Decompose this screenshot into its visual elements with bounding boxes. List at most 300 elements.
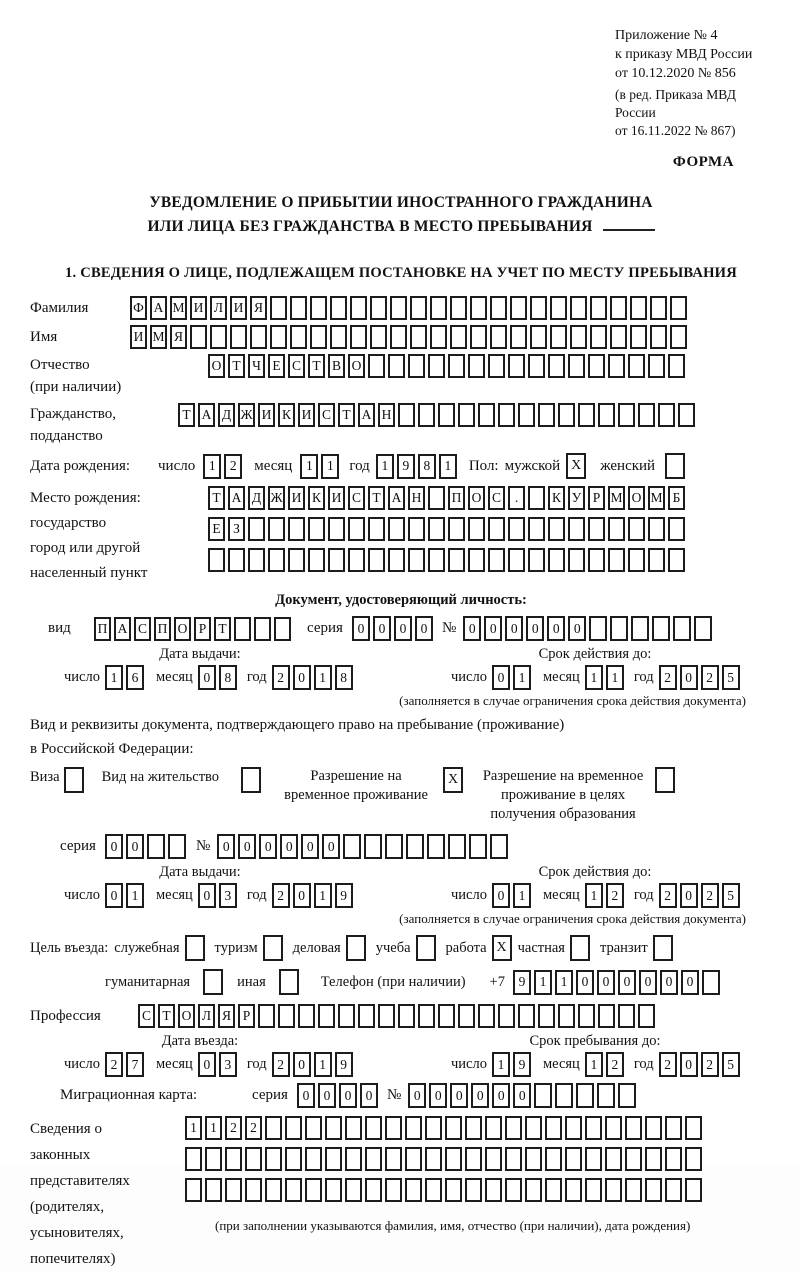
form-cell[interactable]: И — [258, 403, 275, 427]
form-cell[interactable]: М — [608, 486, 625, 510]
form-cell[interactable] — [378, 1004, 395, 1028]
form-cell[interactable] — [285, 1147, 302, 1171]
form-cell[interactable] — [488, 517, 505, 541]
form-cell[interactable]: 0 — [105, 883, 123, 908]
form-cell[interactable]: 0 — [238, 834, 256, 859]
form-cell[interactable]: Ф — [130, 296, 147, 320]
form-cell[interactable]: Н — [408, 486, 425, 510]
form-cell[interactable] — [234, 617, 251, 641]
form-cell[interactable] — [478, 403, 495, 427]
form-cell[interactable] — [578, 403, 595, 427]
form-cell[interactable] — [470, 296, 487, 320]
purpose-private-checkbox[interactable] — [570, 935, 590, 961]
form-cell[interactable]: 0 — [492, 1083, 510, 1108]
form-cell[interactable] — [168, 834, 186, 859]
form-cell[interactable] — [558, 403, 575, 427]
form-cell[interactable]: Е — [208, 517, 225, 541]
form-cell[interactable]: О — [468, 486, 485, 510]
form-cell[interactable] — [405, 1116, 422, 1140]
form-cell[interactable] — [388, 354, 405, 378]
form-cell[interactable] — [685, 1178, 702, 1202]
form-cell[interactable] — [345, 1116, 362, 1140]
form-cell[interactable] — [208, 548, 225, 572]
form-cell[interactable]: 8 — [219, 665, 237, 690]
form-cell[interactable]: 1 — [492, 1052, 510, 1077]
form-cell[interactable] — [648, 548, 665, 572]
form-cell[interactable]: 1 — [185, 1116, 202, 1140]
form-cell[interactable] — [385, 1116, 402, 1140]
form-cell[interactable]: И — [328, 486, 345, 510]
form-cell[interactable] — [528, 354, 545, 378]
form-cell[interactable] — [265, 1147, 282, 1171]
form-cell[interactable] — [565, 1116, 582, 1140]
form-cell[interactable]: Р — [238, 1004, 255, 1028]
form-cell[interactable] — [330, 296, 347, 320]
form-cell[interactable]: 0 — [639, 970, 657, 995]
form-cell[interactable] — [398, 403, 415, 427]
form-cell[interactable] — [428, 354, 445, 378]
form-cell[interactable] — [390, 296, 407, 320]
form-cell[interactable] — [385, 1147, 402, 1171]
form-cell[interactable] — [328, 548, 345, 572]
form-cell[interactable] — [605, 1116, 622, 1140]
temp-residence-edu-checkbox[interactable] — [655, 767, 675, 793]
form-cell[interactable]: 7 — [126, 1052, 144, 1077]
form-cell[interactable] — [597, 1083, 615, 1108]
form-cell[interactable] — [343, 834, 361, 859]
purpose-transit-checkbox[interactable] — [653, 935, 673, 961]
form-cell[interactable] — [578, 1004, 595, 1028]
form-cell[interactable] — [405, 1147, 422, 1171]
form-cell[interactable] — [528, 548, 545, 572]
form-cell[interactable] — [508, 548, 525, 572]
form-cell[interactable] — [508, 517, 525, 541]
form-cell[interactable]: Д — [218, 403, 235, 427]
form-cell[interactable] — [365, 1178, 382, 1202]
form-cell[interactable]: М — [170, 296, 187, 320]
form-cell[interactable] — [147, 834, 165, 859]
form-cell[interactable]: 0 — [429, 1083, 447, 1108]
form-cell[interactable] — [288, 517, 305, 541]
form-cell[interactable] — [364, 834, 382, 859]
form-cell[interactable] — [576, 1083, 594, 1108]
form-cell[interactable] — [274, 617, 291, 641]
form-cell[interactable] — [385, 1178, 402, 1202]
form-cell[interactable]: С — [288, 354, 305, 378]
form-cell[interactable] — [468, 548, 485, 572]
form-cell[interactable] — [190, 325, 207, 349]
form-cell[interactable] — [605, 1178, 622, 1202]
form-cell[interactable] — [410, 296, 427, 320]
form-cell[interactable] — [565, 1147, 582, 1171]
form-cell[interactable] — [285, 1116, 302, 1140]
form-cell[interactable] — [270, 325, 287, 349]
form-cell[interactable]: 0 — [492, 883, 510, 908]
form-cell[interactable]: 0 — [660, 970, 678, 995]
purpose-other-checkbox[interactable] — [279, 969, 299, 995]
form-cell[interactable] — [225, 1147, 242, 1171]
form-cell[interactable] — [488, 354, 505, 378]
form-cell[interactable] — [348, 548, 365, 572]
form-cell[interactable] — [468, 517, 485, 541]
form-cell[interactable]: 9 — [397, 454, 415, 479]
form-cell[interactable] — [445, 1147, 462, 1171]
form-cell[interactable] — [428, 486, 445, 510]
form-cell[interactable] — [270, 296, 287, 320]
form-cell[interactable]: 0 — [105, 834, 123, 859]
form-cell[interactable]: С — [134, 617, 151, 641]
sex-female-checkbox[interactable] — [665, 453, 685, 479]
form-cell[interactable] — [490, 296, 507, 320]
form-cell[interactable] — [450, 325, 467, 349]
form-cell[interactable] — [430, 325, 447, 349]
form-cell[interactable]: 0 — [513, 1083, 531, 1108]
form-cell[interactable] — [608, 517, 625, 541]
form-cell[interactable] — [448, 517, 465, 541]
form-cell[interactable] — [458, 403, 475, 427]
form-cell[interactable]: 2 — [701, 1052, 719, 1077]
form-cell[interactable] — [638, 1004, 655, 1028]
form-cell[interactable]: 0 — [322, 834, 340, 859]
form-cell[interactable] — [398, 1004, 415, 1028]
form-cell[interactable] — [548, 354, 565, 378]
form-cell[interactable] — [670, 296, 687, 320]
form-cell[interactable] — [185, 1178, 202, 1202]
form-cell[interactable] — [545, 1116, 562, 1140]
form-cell[interactable]: 0 — [505, 616, 523, 641]
form-cell[interactable] — [625, 1178, 642, 1202]
form-cell[interactable]: 2 — [606, 883, 624, 908]
form-cell[interactable] — [670, 325, 687, 349]
form-cell[interactable] — [325, 1147, 342, 1171]
form-cell[interactable] — [530, 325, 547, 349]
form-cell[interactable] — [368, 517, 385, 541]
form-cell[interactable]: Я — [218, 1004, 235, 1028]
residence-permit-checkbox[interactable] — [241, 767, 261, 793]
form-cell[interactable] — [405, 1178, 422, 1202]
form-cell[interactable]: 0 — [568, 616, 586, 641]
form-cell[interactable] — [408, 548, 425, 572]
form-cell[interactable] — [548, 517, 565, 541]
form-cell[interactable] — [325, 1116, 342, 1140]
form-cell[interactable] — [610, 325, 627, 349]
form-cell[interactable] — [308, 517, 325, 541]
form-cell[interactable] — [310, 296, 327, 320]
form-cell[interactable] — [528, 517, 545, 541]
form-cell[interactable] — [228, 548, 245, 572]
form-cell[interactable]: И — [288, 486, 305, 510]
form-cell[interactable]: 0 — [318, 1083, 336, 1108]
form-cell[interactable] — [490, 325, 507, 349]
form-cell[interactable] — [668, 548, 685, 572]
form-cell[interactable] — [585, 1178, 602, 1202]
form-cell[interactable] — [428, 517, 445, 541]
form-cell[interactable]: 0 — [297, 1083, 315, 1108]
form-cell[interactable] — [325, 1178, 342, 1202]
form-cell[interactable]: 1 — [314, 665, 332, 690]
form-cell[interactable]: Т — [158, 1004, 175, 1028]
form-cell[interactable]: 1 — [126, 883, 144, 908]
form-cell[interactable]: О — [348, 354, 365, 378]
form-cell[interactable] — [628, 548, 645, 572]
form-cell[interactable] — [470, 325, 487, 349]
sex-male-checkbox[interactable]: X — [566, 453, 586, 479]
form-cell[interactable] — [445, 1178, 462, 1202]
form-cell[interactable]: 0 — [618, 970, 636, 995]
form-cell[interactable] — [590, 296, 607, 320]
form-cell[interactable] — [534, 1083, 552, 1108]
form-cell[interactable] — [468, 354, 485, 378]
form-cell[interactable] — [525, 1116, 542, 1140]
form-cell[interactable]: 0 — [681, 970, 699, 995]
form-cell[interactable]: 0 — [198, 883, 216, 908]
form-cell[interactable] — [565, 1178, 582, 1202]
purpose-tourism-checkbox[interactable] — [263, 935, 283, 961]
form-cell[interactable] — [245, 1147, 262, 1171]
purpose-study-checkbox[interactable] — [416, 935, 436, 961]
form-cell[interactable]: 1 — [585, 665, 603, 690]
form-cell[interactable]: Л — [210, 296, 227, 320]
form-cell[interactable] — [418, 403, 435, 427]
form-cell[interactable] — [505, 1178, 522, 1202]
form-cell[interactable]: 2 — [701, 883, 719, 908]
form-cell[interactable] — [268, 548, 285, 572]
form-cell[interactable]: А — [150, 296, 167, 320]
form-cell[interactable] — [250, 325, 267, 349]
form-cell[interactable]: 2 — [272, 1052, 290, 1077]
form-cell[interactable] — [425, 1116, 442, 1140]
form-cell[interactable] — [625, 1147, 642, 1171]
form-cell[interactable]: С — [138, 1004, 155, 1028]
form-cell[interactable] — [298, 1004, 315, 1028]
form-cell[interactable]: С — [348, 486, 365, 510]
form-cell[interactable] — [628, 354, 645, 378]
form-cell[interactable] — [425, 1147, 442, 1171]
form-cell[interactable]: 1 — [555, 970, 573, 995]
form-cell[interactable]: 0 — [547, 616, 565, 641]
form-cell[interactable] — [410, 325, 427, 349]
form-cell[interactable]: О — [628, 486, 645, 510]
form-cell[interactable]: Ж — [268, 486, 285, 510]
form-cell[interactable] — [650, 325, 667, 349]
form-cell[interactable] — [638, 403, 655, 427]
form-cell[interactable]: 2 — [659, 1052, 677, 1077]
form-cell[interactable] — [350, 296, 367, 320]
form-cell[interactable] — [254, 617, 271, 641]
form-cell[interactable] — [498, 1004, 515, 1028]
form-cell[interactable] — [418, 1004, 435, 1028]
form-cell[interactable]: 9 — [335, 883, 353, 908]
form-cell[interactable] — [465, 1116, 482, 1140]
form-cell[interactable] — [628, 517, 645, 541]
form-cell[interactable] — [305, 1178, 322, 1202]
form-cell[interactable]: 1 — [314, 883, 332, 908]
form-cell[interactable] — [545, 1178, 562, 1202]
form-cell[interactable]: 2 — [272, 665, 290, 690]
form-cell[interactable]: 2 — [659, 883, 677, 908]
form-cell[interactable] — [558, 1004, 575, 1028]
form-cell[interactable] — [530, 296, 547, 320]
form-cell[interactable]: Т — [308, 354, 325, 378]
form-cell[interactable] — [438, 403, 455, 427]
form-cell[interactable] — [350, 325, 367, 349]
visa-checkbox[interactable] — [64, 767, 84, 793]
form-cell[interactable] — [370, 325, 387, 349]
form-cell[interactable] — [618, 1004, 635, 1028]
form-cell[interactable] — [185, 1147, 202, 1171]
form-cell[interactable] — [210, 325, 227, 349]
form-cell[interactable] — [631, 616, 649, 641]
form-cell[interactable] — [370, 296, 387, 320]
form-cell[interactable]: 0 — [526, 616, 544, 641]
form-cell[interactable]: 9 — [335, 1052, 353, 1077]
form-cell[interactable]: 2 — [272, 883, 290, 908]
form-cell[interactable]: 0 — [293, 1052, 311, 1077]
form-cell[interactable] — [598, 1004, 615, 1028]
form-cell[interactable] — [285, 1178, 302, 1202]
form-cell[interactable] — [205, 1147, 222, 1171]
form-cell[interactable]: Т — [368, 486, 385, 510]
form-cell[interactable] — [645, 1147, 662, 1171]
form-cell[interactable]: Я — [170, 325, 187, 349]
form-cell[interactable] — [665, 1147, 682, 1171]
form-cell[interactable]: Л — [198, 1004, 215, 1028]
form-cell[interactable] — [685, 1147, 702, 1171]
form-cell[interactable] — [605, 1147, 622, 1171]
form-cell[interactable] — [702, 970, 720, 995]
form-cell[interactable] — [230, 325, 247, 349]
form-cell[interactable] — [673, 616, 691, 641]
purpose-official-checkbox[interactable] — [185, 935, 205, 961]
form-cell[interactable]: П — [448, 486, 465, 510]
form-cell[interactable]: Д — [248, 486, 265, 510]
form-cell[interactable] — [652, 616, 670, 641]
form-cell[interactable] — [568, 517, 585, 541]
form-cell[interactable] — [505, 1147, 522, 1171]
form-cell[interactable]: Н — [378, 403, 395, 427]
form-cell[interactable] — [665, 1178, 682, 1202]
form-cell[interactable] — [465, 1147, 482, 1171]
form-cell[interactable]: 2 — [225, 1116, 242, 1140]
form-cell[interactable] — [310, 325, 327, 349]
form-cell[interactable] — [278, 1004, 295, 1028]
form-cell[interactable] — [645, 1116, 662, 1140]
form-cell[interactable]: Т — [208, 486, 225, 510]
form-cell[interactable] — [425, 1178, 442, 1202]
form-cell[interactable]: 0 — [597, 970, 615, 995]
form-cell[interactable] — [658, 403, 675, 427]
form-cell[interactable] — [465, 1178, 482, 1202]
form-cell[interactable] — [518, 403, 535, 427]
form-cell[interactable]: 0 — [394, 616, 412, 641]
form-cell[interactable] — [588, 517, 605, 541]
form-cell[interactable]: 0 — [415, 616, 433, 641]
form-cell[interactable]: В — [328, 354, 345, 378]
form-cell[interactable]: А — [228, 486, 245, 510]
form-cell[interactable]: 0 — [217, 834, 235, 859]
form-cell[interactable]: Я — [250, 296, 267, 320]
form-cell[interactable] — [585, 1116, 602, 1140]
form-cell[interactable] — [588, 548, 605, 572]
form-cell[interactable]: 0 — [484, 616, 502, 641]
form-cell[interactable] — [358, 1004, 375, 1028]
form-cell[interactable] — [510, 325, 527, 349]
purpose-business-checkbox[interactable] — [346, 935, 366, 961]
form-cell[interactable] — [528, 486, 545, 510]
form-cell[interactable]: А — [358, 403, 375, 427]
form-cell[interactable]: Р — [588, 486, 605, 510]
form-cell[interactable]: Т — [178, 403, 195, 427]
form-cell[interactable] — [388, 517, 405, 541]
form-cell[interactable]: 1 — [321, 454, 339, 479]
form-cell[interactable] — [630, 296, 647, 320]
form-cell[interactable] — [458, 1004, 475, 1028]
form-cell[interactable] — [345, 1147, 362, 1171]
form-cell[interactable] — [438, 1004, 455, 1028]
form-cell[interactable]: 5 — [722, 665, 740, 690]
form-cell[interactable] — [485, 1116, 502, 1140]
form-cell[interactable]: 0 — [463, 616, 481, 641]
form-cell[interactable]: 0 — [301, 834, 319, 859]
form-cell[interactable]: И — [230, 296, 247, 320]
form-cell[interactable] — [650, 296, 667, 320]
form-cell[interactable]: 1 — [105, 665, 123, 690]
form-cell[interactable] — [525, 1178, 542, 1202]
form-cell[interactable] — [678, 403, 695, 427]
form-cell[interactable] — [589, 616, 607, 641]
form-cell[interactable]: 0 — [450, 1083, 468, 1108]
form-cell[interactable] — [630, 325, 647, 349]
temp-residence-checkbox[interactable]: X — [443, 767, 463, 793]
form-cell[interactable] — [290, 325, 307, 349]
form-cell[interactable] — [248, 517, 265, 541]
form-cell[interactable]: З — [228, 517, 245, 541]
form-cell[interactable]: 6 — [126, 665, 144, 690]
form-cell[interactable] — [368, 548, 385, 572]
form-cell[interactable]: А — [114, 617, 131, 641]
form-cell[interactable] — [448, 834, 466, 859]
form-cell[interactable]: 2 — [245, 1116, 262, 1140]
form-cell[interactable] — [505, 1116, 522, 1140]
form-cell[interactable] — [685, 1116, 702, 1140]
form-cell[interactable] — [348, 517, 365, 541]
form-cell[interactable]: 9 — [513, 1052, 531, 1077]
form-cell[interactable] — [525, 1147, 542, 1171]
form-cell[interactable]: 1 — [314, 1052, 332, 1077]
form-cell[interactable]: Ч — [248, 354, 265, 378]
form-cell[interactable] — [618, 403, 635, 427]
form-cell[interactable] — [608, 548, 625, 572]
form-cell[interactable]: 0 — [126, 834, 144, 859]
form-cell[interactable] — [568, 354, 585, 378]
form-cell[interactable] — [330, 325, 347, 349]
form-cell[interactable] — [585, 1147, 602, 1171]
form-cell[interactable] — [538, 1004, 555, 1028]
form-cell[interactable]: П — [154, 617, 171, 641]
form-cell[interactable] — [430, 296, 447, 320]
form-cell[interactable]: 0 — [680, 665, 698, 690]
form-cell[interactable] — [268, 517, 285, 541]
form-cell[interactable] — [308, 548, 325, 572]
form-cell[interactable] — [498, 403, 515, 427]
form-cell[interactable] — [590, 325, 607, 349]
form-cell[interactable]: И — [190, 296, 207, 320]
form-cell[interactable]: 0 — [492, 665, 510, 690]
form-cell[interactable] — [448, 548, 465, 572]
form-cell[interactable] — [406, 834, 424, 859]
form-cell[interactable] — [510, 296, 527, 320]
form-cell[interactable]: 0 — [360, 1083, 378, 1108]
